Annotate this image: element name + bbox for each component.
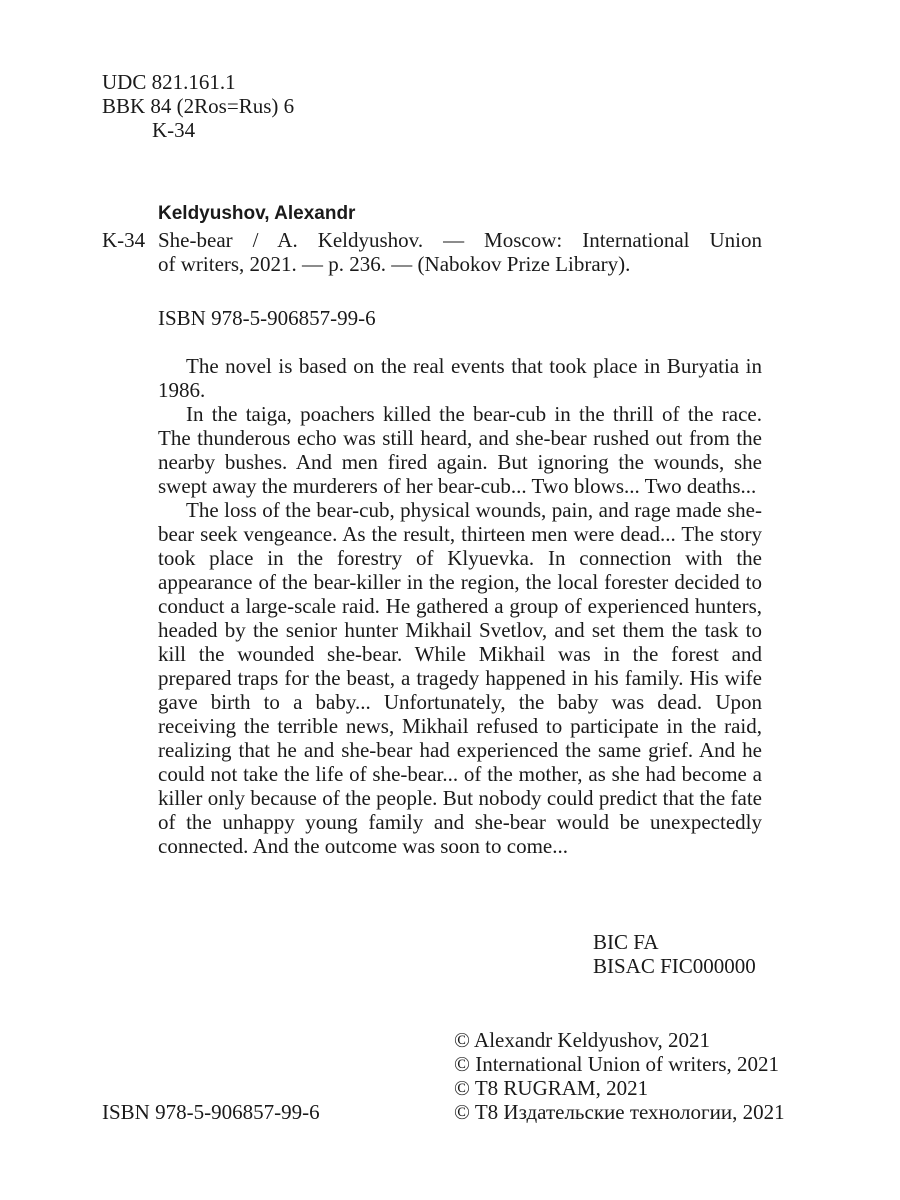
copyright-line: © International Union of writers, 2021 bbox=[454, 1052, 780, 1076]
copyright-notices bbox=[454, 1028, 794, 1124]
copyright-line: © Alexandr Keldyushov, 2021 bbox=[454, 1028, 711, 1052]
isbn-top: ISBN 978-5-906857-99-6 bbox=[158, 306, 376, 330]
isbn-bottom: ISBN 978-5-906857-99-6 bbox=[102, 1100, 320, 1124]
copyright-line: © T8 RUGRAM, 2021 bbox=[454, 1076, 649, 1100]
annotation-paragraph: The loss of the bear-cub, physical wounds, pain, and rage made she-bear seek vengeance. As the result, thirteen men were dead... The story took place in the forestry of Klyuevka. In connection with the appearance of the bear-killer in the region, the local forester decided to conduct a large-scale raid. He gathered a group of experienced hunters, headed by the senior hunter Mikhail Svetlov, and set them the task to kill the wounded she-bear. While Mikhail was in the forest and prepared traps for the beast, a tragedy happened in his family. His wife gave birth to a baby... Unfortunately, the baby was dead. Upon receiving the terrible news, Mikhail refused to participate in the raid, realizing that he and she-bear had experienced the same grief. And he could not take the life of she-bear... of the mother, as she had become a killer only because of the people. But nobody could predict that the fate of the unhappy young family and she-bear would be unexpectedly connected. And the outcome was soon to come... bbox=[158, 498, 762, 858]
copyright-line: © T8 Издательские технологии, 2021 bbox=[454, 1100, 785, 1124]
subject-codes bbox=[593, 930, 756, 978]
bbk-code: BBK 84 (2Ros=Rus) 6 bbox=[102, 94, 295, 118]
entry-title-text: She-bear / A. Keldyushov. — Moscow: International Union bbox=[158, 228, 762, 252]
annotation-paragraph: In the taiga, poachers killed the bear-cub in the thrill of the race. The thunderous echo was still heard, and she-bear rushed out from the nearby bushes. And men fired again. But ignoring the wounds, she swept away the murderers of her bear-cub... Two blows... Two deaths... bbox=[158, 402, 762, 498]
entry-line-2: of writers, 2021. — p. 236. — (Nabokov Prize Library). bbox=[158, 252, 631, 276]
bibliographic-entry bbox=[102, 228, 762, 276]
udc-code: UDC 821.161.1 bbox=[102, 70, 236, 94]
entry-line-1 bbox=[102, 228, 762, 252]
cutter-code: K-34 bbox=[152, 118, 196, 142]
classification-codes bbox=[102, 70, 294, 142]
bisac-code: BISAC FIC000000 bbox=[593, 954, 756, 978]
entry-cutter: K-34 bbox=[102, 228, 146, 252]
author-heading: Keldyushov, Alexandr bbox=[158, 203, 356, 224]
annotation bbox=[158, 354, 762, 858]
bic-code: BIC FA bbox=[593, 930, 659, 954]
annotation-paragraph: The novel is based on the real events that took place in Buryatia in 1986. bbox=[158, 354, 762, 402]
